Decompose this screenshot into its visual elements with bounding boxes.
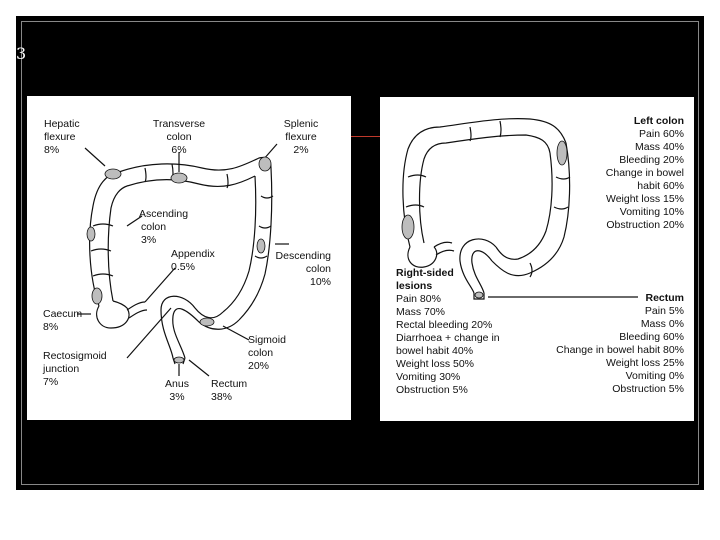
lesion-splenic xyxy=(259,157,271,171)
label-sigmoid xyxy=(248,334,286,373)
left-colon-item: Weight loss 15% xyxy=(605,193,684,205)
label-sigmoid-pct: 20% xyxy=(248,360,270,372)
label-sigmoid-name2: colon xyxy=(248,347,274,359)
left-colon-item: Mass 40% xyxy=(634,141,684,153)
left-colon-item: Bleeding 20% xyxy=(619,154,684,166)
connector-line xyxy=(351,136,380,137)
label-rectum-name: Rectum xyxy=(211,378,248,390)
lesion-sigmoid xyxy=(200,318,214,326)
pointer-hepatic xyxy=(85,148,105,166)
rectum-item: Pain 5% xyxy=(644,305,684,317)
label-transverse-pct: 6% xyxy=(171,144,187,156)
label-rectum xyxy=(211,378,247,404)
label-splenic-name: Splenic xyxy=(283,118,319,130)
appendix xyxy=(127,302,147,318)
lesion-hepatic xyxy=(105,169,121,179)
label-appendix xyxy=(171,248,215,274)
label-caecum xyxy=(43,308,82,334)
right-sided-item: Vomiting 30% xyxy=(396,371,461,383)
right-sided-title-2: lesions xyxy=(396,280,433,292)
rectum-item: Change in bowel habit 80% xyxy=(556,344,684,356)
lesion-rectum xyxy=(174,357,184,363)
right-sided-item: Rectal bleeding 20% xyxy=(396,319,493,331)
label-ascending xyxy=(139,208,188,247)
label-caecum-pct: 8% xyxy=(43,321,59,333)
right-sided-block xyxy=(396,267,500,397)
label-ascending-name2: colon xyxy=(141,221,167,233)
label-anus-pct: 3% xyxy=(169,391,185,403)
label-anus xyxy=(157,378,197,404)
label-transverse xyxy=(145,118,213,157)
rectum-item: Vomiting 0% xyxy=(625,370,684,382)
label-hepatic xyxy=(44,118,80,157)
right-sided-item: Weight loss 50% xyxy=(396,358,475,370)
label-descending-pct: 10% xyxy=(309,276,331,288)
rectum-item: Weight loss 25% xyxy=(605,357,684,369)
rectum-title: Rectum xyxy=(645,292,684,304)
label-rectosigmoid xyxy=(43,350,107,389)
right-sided-title: Right-sided xyxy=(396,267,454,279)
label-rectosigmoid-name2: junction xyxy=(43,363,80,375)
left-colon-item: Pain 60% xyxy=(639,128,684,140)
right-sided-item: Obstruction 5% xyxy=(396,384,468,396)
label-rectosigmoid-name: Rectosigmoid xyxy=(43,350,107,362)
label-hepatic-pct: 8% xyxy=(44,144,60,156)
rectum-block xyxy=(528,292,684,396)
lesion-caecum xyxy=(92,288,102,304)
label-sigmoid-name: Sigmoid xyxy=(248,334,286,346)
colon-sites-panel xyxy=(27,96,351,420)
label-splenic-name2: flexure xyxy=(285,131,317,143)
caecum-outline xyxy=(97,301,129,328)
label-transverse-name2: colon xyxy=(166,131,192,143)
rectum-item: Obstruction 5% xyxy=(612,383,684,395)
sigmoid-colon xyxy=(173,309,239,358)
right-sided-item: Mass 70% xyxy=(396,306,446,318)
left-colon-item: Vomiting 10% xyxy=(619,206,684,218)
label-hepatic-name2: flexure xyxy=(44,131,76,143)
label-ascending-name: Ascending xyxy=(139,208,189,220)
label-splenic xyxy=(279,118,323,157)
label-descending-name2: colon xyxy=(305,263,331,275)
left-colon-block xyxy=(576,115,684,232)
label-descending xyxy=(263,250,331,289)
pointer-sigmoid xyxy=(223,326,249,340)
right-sided-item: Diarrhoea + change in xyxy=(396,332,500,344)
right-sided-item: bowel habit 40% xyxy=(396,345,474,357)
label-ascending-pct: 3% xyxy=(141,234,157,246)
rectum-item: Mass 0% xyxy=(640,318,684,330)
rectum-item: Bleeding 60% xyxy=(619,331,684,343)
label-splenic-pct: 2% xyxy=(293,144,309,156)
label-caecum-name: Caecum xyxy=(43,308,83,320)
lesion-right-sided xyxy=(402,215,414,239)
transverse-colon-outer xyxy=(119,157,271,172)
lesion-transverse xyxy=(171,173,187,183)
pointer-rectum xyxy=(189,360,209,376)
lesion-ascending xyxy=(87,227,95,241)
lesion-left-colon xyxy=(557,141,567,165)
label-transverse-name: Transverse xyxy=(152,118,206,130)
label-descending-name: Descending xyxy=(275,250,331,262)
right-caecum xyxy=(408,242,454,267)
label-appendix-pct: 0.5% xyxy=(171,261,195,273)
corner-mark: 3 xyxy=(16,44,27,63)
right-sided-item: Pain 80% xyxy=(396,293,441,305)
label-anus-name: Anus xyxy=(165,378,189,390)
left-colon-item: Obstruction 20% xyxy=(606,219,684,231)
label-rectosigmoid-pct: 7% xyxy=(43,376,59,388)
left-colon-title: Left colon xyxy=(633,115,684,127)
left-colon-item: Change in bowel xyxy=(605,167,684,179)
label-hepatic-name: Hepatic xyxy=(44,118,80,130)
label-appendix-name: Appendix xyxy=(171,248,215,260)
left-colon-item: habit 60% xyxy=(637,180,684,192)
label-rectum-pct: 38% xyxy=(211,391,233,403)
colon-symptoms-panel xyxy=(380,97,694,421)
